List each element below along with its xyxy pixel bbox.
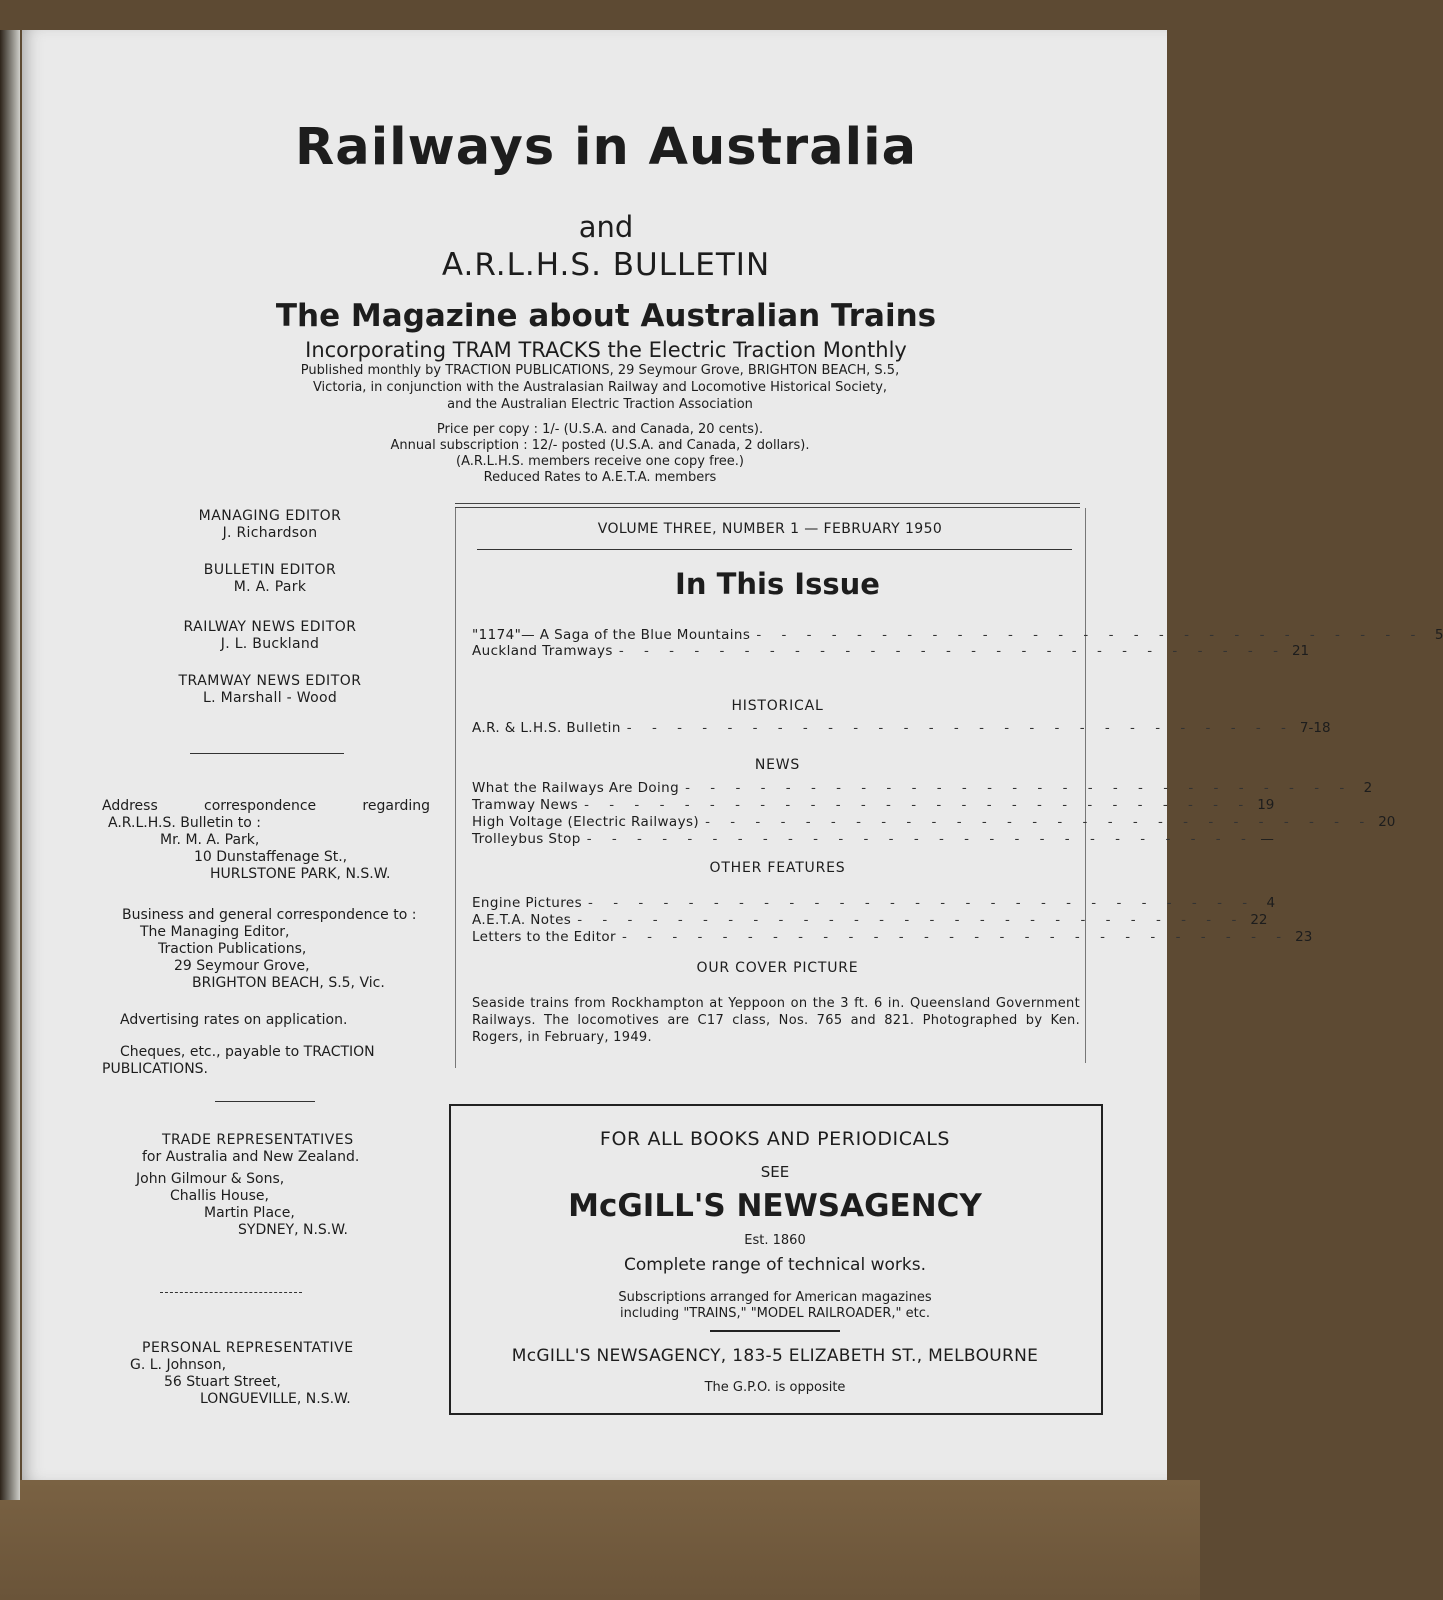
toc-entry-title: Letters to the Editor <box>472 929 616 945</box>
ad-business-name: McGILL'S NEWSAGENCY <box>568 1188 982 1224</box>
ad-range: Complete range of technical works. <box>624 1255 926 1275</box>
title-and: and <box>578 210 634 244</box>
toc-entry <box>472 627 1443 644</box>
toc-entry <box>472 643 1310 660</box>
toc-entry <box>472 814 1396 831</box>
price-line: Price per copy : 1/- (U.S.A. and Canada, 20 cents). <box>436 422 764 437</box>
personal-line: LONGUEVILLE, N.S.W. <box>200 1391 351 1407</box>
leader-dots: - - - - - - - - - - - - - - - - - - - - - - - - - - - <box>584 797 1252 813</box>
toc-entry-page: 21 <box>1291 643 1310 659</box>
toc-entry-title: High Voltage (Electric Railways) <box>472 814 700 830</box>
toc-entry <box>472 831 1274 848</box>
personal-line: G. L. Johnson, <box>130 1357 227 1373</box>
publisher-line: Published monthly by TRACTION PUBLICATIONS, 29 Seymour Grove, BRIGHTON BEACH, S.5, <box>300 363 900 378</box>
corr-line: Traction Publications, <box>158 941 307 957</box>
staff-name: J. Richardson <box>222 525 318 541</box>
staff-name: L. Marshall - Wood <box>202 690 338 706</box>
trade-line: for Australia and New Zealand. <box>142 1149 360 1165</box>
leader-dots: - - - - - - - - - - - - - - - - - - - - - - - - - - - <box>626 720 1294 736</box>
trade-line: SYDNEY, N.S.W. <box>238 1222 348 1238</box>
toc-entry-title: Auckland Tramways <box>472 643 613 659</box>
corr-line: The Managing Editor, <box>140 924 290 940</box>
toc-entry-page: 4 <box>1266 895 1276 911</box>
staff-managing-editor <box>140 508 400 542</box>
toc-entry-page: 5 <box>1434 627 1443 643</box>
toc-entry-title: What the Railways Are Doing <box>472 780 680 796</box>
personal-representative <box>102 1340 430 1408</box>
toc-entry <box>472 780 1373 797</box>
toc-entry-title: Tramway News <box>472 797 579 813</box>
toc-border-top <box>455 503 1080 504</box>
ad-subscriptions <box>450 1290 1100 1322</box>
toc-entry-title: A.E.T.A. Notes <box>472 912 572 928</box>
corr-line: Mr. M. A. Park, <box>160 832 260 848</box>
toc-heading: In This Issue <box>675 567 880 601</box>
ad-headline: FOR ALL BOOKS AND PERIODICALS <box>599 1128 951 1150</box>
leader-dots: - - - - - - - - - - - - - - - - - - - - - - - - - - - <box>622 929 1290 945</box>
ad-sub-line: including "TRAINS," "MODEL RAILROADER," etc. <box>619 1306 931 1321</box>
leader-dots: - - - - - - - - - - - - - - - - - - - - - - - - - - - <box>588 895 1256 911</box>
divider <box>190 753 344 754</box>
magazine-subtitle: The Magazine about Australian Trains <box>275 298 937 334</box>
volume-line: VOLUME THREE, NUMBER 1 — FEBRUARY 1950 <box>597 521 943 537</box>
divider <box>160 1292 302 1293</box>
personal-line: PERSONAL REPRESENTATIVE <box>142 1340 354 1356</box>
trade-line: Martin Place, <box>204 1205 295 1221</box>
publisher-info <box>230 362 970 413</box>
toc-entry-title: A.R. & L.H.S. Bulletin <box>472 720 621 736</box>
staff-role: RAILWAY NEWS EDITOR <box>183 619 357 635</box>
cover-description: Seaside trains from Rockhampton at Yeppoon on the 3 ft. 6 in. Queensland Government Railways. The locomotives are C17 class, Nos. 765 and 821. Photographed by Ken. Rogers, in February, 1949. <box>472 996 1080 1045</box>
publisher-line: and the Australian Electric Traction Association <box>447 397 753 412</box>
staff-name: J. L. Buckland <box>220 636 320 652</box>
price-info <box>330 422 870 486</box>
toc-entry-title: "1174"— A Saga of the Blue Mountains <box>472 627 751 643</box>
divider <box>710 1330 840 1332</box>
bulletin-correspondence <box>102 798 430 883</box>
toc-entry-page: — <box>1260 831 1274 847</box>
toc-entry <box>472 797 1275 814</box>
personal-line: 56 Stuart Street, <box>164 1374 281 1390</box>
corr-line: 10 Dunstaffenage St., <box>194 849 348 865</box>
advertising-note: Advertising rates on application. <box>120 1012 348 1028</box>
toc-entry-page: 19 <box>1257 797 1275 813</box>
section-heading: OTHER FEATURES <box>709 860 846 876</box>
staff-role: BULLETIN EDITOR <box>203 562 337 578</box>
price-line: Annual subscription : 12/- posted (U.S.A. and Canada, 2 dollars). <box>390 438 810 453</box>
price-line: (A.R.L.H.S. members receive one copy free.) <box>456 454 744 469</box>
staff-role: TRAMWAY NEWS EDITOR <box>178 673 362 689</box>
trade-line: John Gilmour & Sons, <box>136 1171 285 1187</box>
toc-entry-page: 20 <box>1378 814 1396 830</box>
trade-representatives <box>102 1132 430 1239</box>
ad-established: Est. 1860 <box>744 1233 806 1248</box>
leader-dots: - - - - - - - - - - - - - - - - - - - - - - - - - - - <box>618 643 1286 659</box>
ad-address: McGILL'S NEWSAGENCY, 183-5 ELIZABETH ST., MELBOURNE <box>511 1346 1039 1366</box>
divider <box>215 1101 315 1102</box>
toc-entry-page: 22 <box>1250 912 1268 928</box>
leader-dots: - - - - - - - - - - - - - - - - - - - - - - - - - - - <box>756 627 1424 643</box>
section-heading: OUR COVER PICTURE <box>696 960 859 976</box>
corr-line: Address correspondence regarding <box>102 798 430 814</box>
toc-entry <box>472 720 1331 737</box>
toc-entry <box>472 912 1268 929</box>
leader-dots: - - - - - - - - - - - - - - - - - - - - - - - - - - - <box>577 912 1245 928</box>
cheques-note: Cheques, etc., payable to TRACTION PUBLICATIONS. <box>102 1044 375 1077</box>
leader-dots: - - - - - - - - - - - - - - - - - - - - - - - - - - - <box>685 780 1353 796</box>
toc-entry-title: Engine Pictures <box>472 895 583 911</box>
staff-bulletin-editor <box>140 562 400 596</box>
toc-border-left <box>455 508 456 1068</box>
ad-sub-line: Subscriptions arranged for American magazines <box>618 1290 932 1305</box>
trade-line: Challis House, <box>170 1188 269 1204</box>
toc-entry <box>472 895 1276 912</box>
corr-line: 29 Seymour Grove, <box>174 958 310 974</box>
toc-entry-page: 2 <box>1363 780 1373 796</box>
bulletin-title: A.R.L.H.S. BULLETIN <box>441 247 771 283</box>
leader-dots: - - - - - - - - - - - - - - - - - - - - - - - - - - - <box>586 831 1254 847</box>
toc-entry <box>472 929 1313 946</box>
business-correspondence <box>102 907 430 992</box>
table-surface <box>0 1480 1200 1600</box>
trade-line: TRADE REPRESENTATIVES <box>162 1132 354 1148</box>
ad-see: SEE <box>760 1163 790 1181</box>
staff-role: MANAGING EDITOR <box>198 508 342 524</box>
toc-entry-page: 7-18 <box>1299 720 1331 736</box>
magazine-title: Railways in Australia <box>295 118 917 177</box>
corr-line: HURLSTONE PARK, N.S.W. <box>210 866 391 882</box>
section-heading: NEWS <box>754 757 801 773</box>
toc-entry-page: 23 <box>1295 929 1313 945</box>
publisher-line: Victoria, in conjunction with the Australasian Railway and Locomotive Historical Society, <box>312 380 888 395</box>
staff-railway-news-editor <box>140 619 400 653</box>
corr-line: A.R.L.H.S. Bulletin to : <box>108 815 262 831</box>
divider <box>477 549 1072 550</box>
ad-gpo-note: The G.P.O. is opposite <box>704 1380 846 1395</box>
toc-border-top <box>455 507 1080 508</box>
staff-name: M. A. Park <box>233 579 307 595</box>
section-heading: HISTORICAL <box>731 698 824 714</box>
toc-entry-title: Trolleybus Stop <box>472 831 581 847</box>
staff-tramway-news-editor <box>140 673 400 707</box>
leader-dots: - - - - - - - - - - - - - - - - - - - - - - - - - - - <box>705 814 1373 830</box>
price-line: Reduced Rates to A.E.T.A. members <box>483 470 717 485</box>
corr-line: Business and general correspondence to : <box>122 907 417 923</box>
corr-line: BRIGHTON BEACH, S.5, Vic. <box>192 975 385 991</box>
incorporating-line: Incorporating TRAM TRACKS the Electric Traction Monthly <box>305 338 907 362</box>
